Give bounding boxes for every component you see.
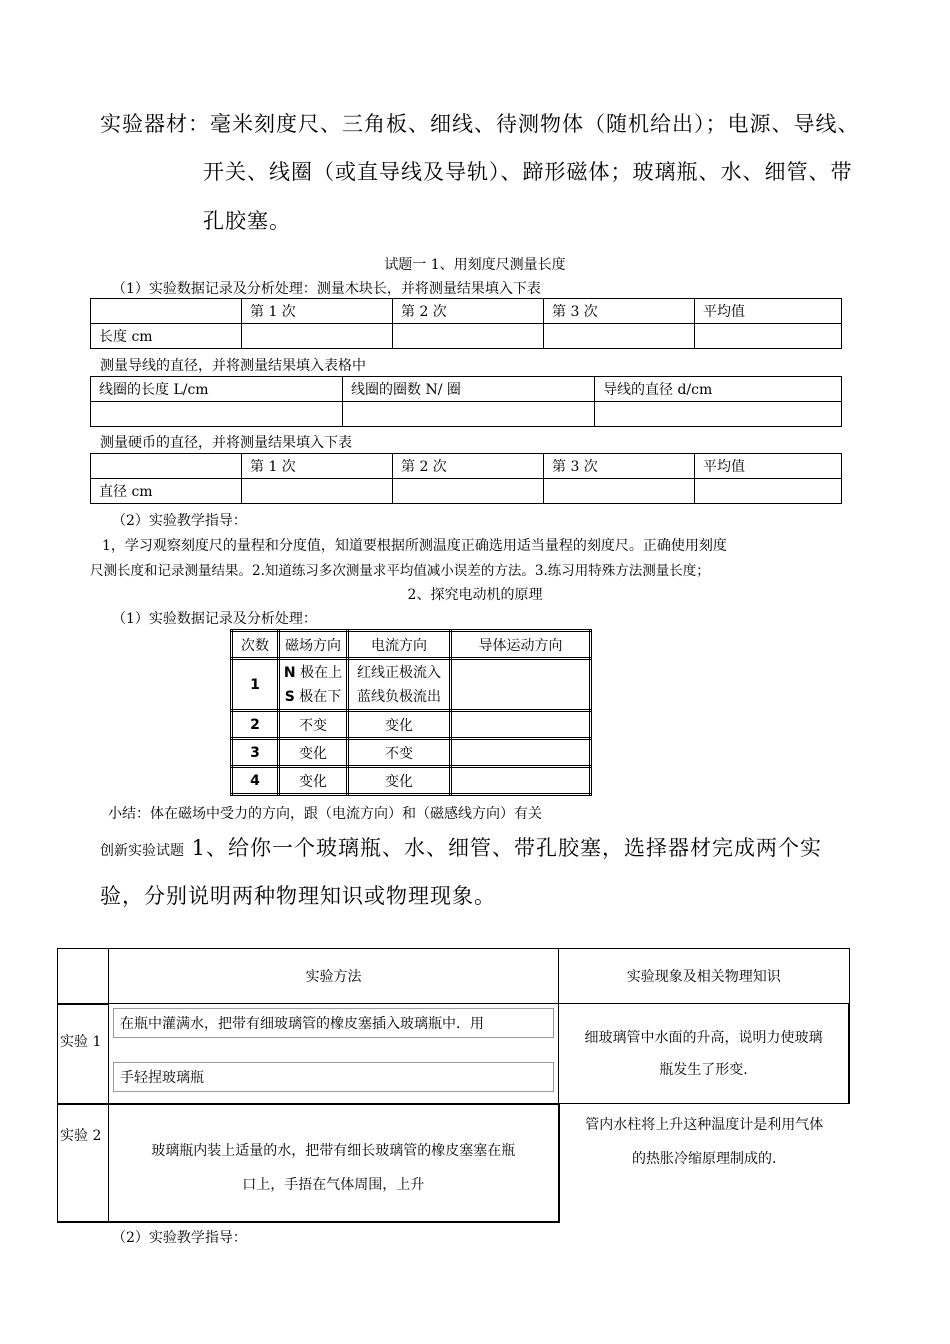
exp1-sub3: 测量硬币的直径，并将测量结果填入下表 xyxy=(100,435,352,451)
exp1-title: 试题一 1、用刻度尺测量长度 xyxy=(384,257,566,273)
cell xyxy=(544,324,695,349)
cell: 第 2 次 xyxy=(393,299,544,324)
cell xyxy=(695,479,842,504)
cell xyxy=(343,402,595,427)
cell: 线圈的圈数 N/ 圈 xyxy=(343,377,595,402)
cell xyxy=(242,479,393,504)
innov-line2: 验，分别说明两种物理知识或物理现象。 xyxy=(100,884,496,908)
cell: 磁场方向 xyxy=(279,631,348,659)
cell: 第 3 次 xyxy=(544,454,695,479)
coin-table xyxy=(90,453,842,504)
exp1-sub1: （1）实验数据记录及分析处理：测量木块长，并将测量结果填入下表 xyxy=(112,281,541,297)
exp1-guide-line2: 尺测长度和记录测量结果。2.知道练习多次测量求平均值减小误差的方法。3.练习用特殊方法测量长度； xyxy=(90,563,710,579)
cell: 直径 cm xyxy=(91,479,242,504)
cell xyxy=(393,324,544,349)
equipment-line2: 开关、线圈（或直导线及导轨）、蹄形磁体；玻璃瓶、水、细管、带 xyxy=(203,160,853,184)
cell: 平均值 xyxy=(695,454,842,479)
cell: 1 xyxy=(232,659,279,711)
cell xyxy=(91,454,242,479)
cell: 细玻璃管中水面的升高，说明力使玻璃 瓶发生了形变. xyxy=(559,1004,850,1104)
cell: 不变 xyxy=(348,739,451,767)
cell: 2 xyxy=(232,711,279,739)
innov-line1: 创新实验试题 1、给你一个玻璃瓶、水、细管、带孔胶塞，选择器材完成两个实 xyxy=(100,836,823,860)
cell: 平均值 xyxy=(695,299,842,324)
cell xyxy=(451,659,591,711)
cell: N 极在上 S 极在下 xyxy=(279,659,348,711)
wire-table xyxy=(90,376,842,427)
cell: 电流方向 xyxy=(348,631,451,659)
equipment-line3: 孔胶塞。 xyxy=(203,209,291,233)
exp1-guide-line1: 1，学习观察刻度尺的量程和分度值，知道要根据所测温度正确选用适当量程的刻度尺。正确使用刻度 xyxy=(102,538,727,554)
cell xyxy=(393,479,544,504)
cell: 4 xyxy=(232,767,279,795)
cell xyxy=(544,479,695,504)
cell: 实验 1 xyxy=(58,1004,109,1104)
length-table xyxy=(90,298,842,349)
cell xyxy=(595,402,842,427)
motor-table xyxy=(230,629,592,796)
cell: 变化 xyxy=(279,739,348,767)
cell xyxy=(451,711,591,739)
cell: 不变 xyxy=(279,711,348,739)
cell: 线圈的长度 L/cm xyxy=(91,377,343,402)
cell: 3 xyxy=(232,739,279,767)
exp1-sub2: 测量导线的直径，并将测量结果填入表格中 xyxy=(100,358,366,374)
cell xyxy=(91,299,242,324)
cell: 变化 xyxy=(348,711,451,739)
cell: 变化 xyxy=(279,767,348,795)
cell: 长度 cm xyxy=(91,324,242,349)
cell xyxy=(58,949,109,1004)
cell: 导线的直径 d/cm xyxy=(595,377,842,402)
cell: 实验方法 xyxy=(109,949,559,1004)
innov-guide-title: （2）实验教学指导： xyxy=(112,1230,247,1246)
cell: 管内水柱将上升这种温度计是利用气体 的热胀冷缩原理制成的. xyxy=(585,1117,824,1167)
cell: 次数 xyxy=(232,631,279,659)
cell: 变化 xyxy=(348,767,451,795)
equipment-line1: 实验器材：毫米刻度尺、三角板、细线、待测物体（随机给出）；电源、导线、 xyxy=(100,112,860,136)
cell: 实验 2 xyxy=(58,1104,109,1222)
cell xyxy=(695,324,842,349)
cell: 实验现象及相关物理知识 xyxy=(559,949,850,1004)
innov-table xyxy=(57,948,850,1223)
cell: 第 1 次 xyxy=(242,299,393,324)
cell xyxy=(451,739,591,767)
exp2-sub1: （1）实验数据记录及分析处理： xyxy=(112,611,317,627)
cell: 玻璃瓶内装上适量的水，把带有细长玻璃管的橡皮塞塞在瓶 口上，手捂在气体周围，上升 xyxy=(109,1104,559,1222)
exp1-guide-title: （2）实验教学指导： xyxy=(112,513,247,529)
cell: 导体运动方向 xyxy=(451,631,591,659)
cell xyxy=(451,767,591,795)
cell: 第 2 次 xyxy=(393,454,544,479)
cell xyxy=(242,324,393,349)
cell: 第 1 次 xyxy=(242,454,393,479)
cell: 红线正极流入 蓝线负极流出 xyxy=(348,659,451,711)
cell xyxy=(91,402,343,427)
cell: 第 3 次 xyxy=(544,299,695,324)
exp2-title: 2、探究电动机的原理 xyxy=(407,587,543,603)
cell: 在瓶中灌满水，把带有细玻璃管的橡皮塞插入玻璃瓶中．用 手轻捏玻璃瓶 xyxy=(109,1004,559,1104)
exp2-summary: 小结：体在磁场中受力的方向，跟（电流方向）和（磁感线方向）有关 xyxy=(108,806,542,822)
